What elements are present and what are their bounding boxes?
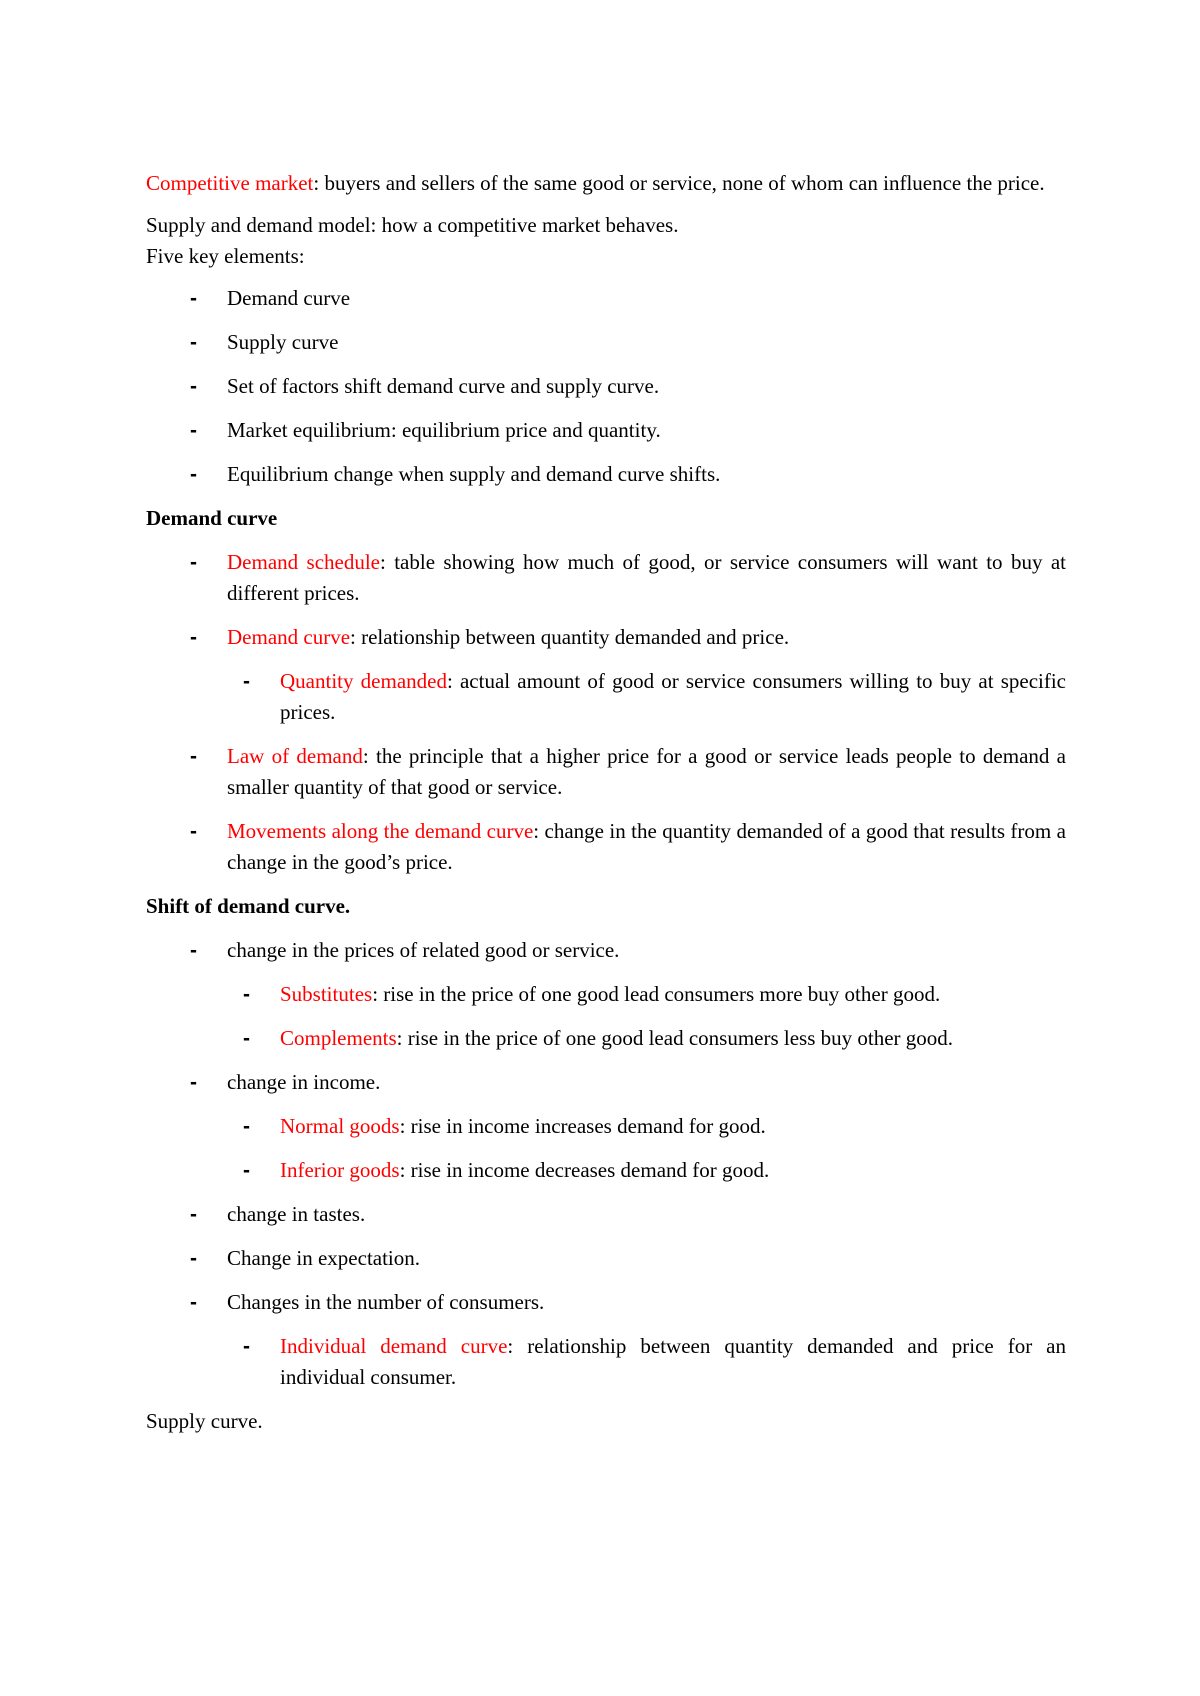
list-item: - change in the prices of related good or service. [146, 935, 1066, 966]
shift-of-demand-list [146, 935, 1066, 1393]
list-item: - Demand curve [146, 283, 1066, 314]
quantity-demanded-term: Quantity demanded [280, 669, 447, 693]
list-item: - Law of demand: the principle that a higher price for a good or service leads people to demand a smaller quantity of that good or service. [146, 741, 1066, 803]
individual-demand-curve-term: Individual demand curve [280, 1334, 508, 1358]
competitive-market-term: Competitive market [146, 171, 314, 195]
dash-bullet: - [190, 1203, 197, 1226]
normal-goods-term: Normal goods [280, 1114, 400, 1138]
dash-bullet: - [190, 939, 197, 962]
supply-demand-model-line: Supply and demand model: how a competitive market behaves. [146, 213, 679, 237]
list-item: - Complements: rise in the price of one good lead consumers less buy other good. [146, 1023, 1066, 1054]
list-item: - Market equilibrium: equilibrium price and quantity. [146, 415, 1066, 446]
dash-bullet: - [190, 1071, 197, 1094]
list-item: - Quantity demanded: actual amount of good or service consumers willing to buy at specific prices. [146, 666, 1066, 728]
dash-bullet: - [190, 331, 197, 354]
competitive-market-paragraph [146, 168, 1066, 199]
list-item: - Set of factors shift demand curve and supply curve. [146, 371, 1066, 402]
movements-along-demand-curve-term: Movements along the demand curve [227, 819, 534, 843]
substitutes-term: Substitutes [280, 982, 373, 1006]
list-item: - Changes in the number of consumers. [146, 1287, 1066, 1318]
list-item: - Inferior goods: rise in income decreases demand for good. [146, 1155, 1066, 1186]
dash-bullet: - [190, 626, 197, 649]
law-of-demand-term: Law of demand [227, 744, 363, 768]
demand-curve-heading: Demand curve [146, 506, 278, 530]
dash-bullet: - [243, 1027, 250, 1050]
dash-bullet: - [243, 1335, 250, 1358]
list-item: - Normal goods: rise in income increases demand for good. [146, 1111, 1066, 1142]
complements-term: Complements [280, 1026, 397, 1050]
dash-bullet: - [190, 375, 197, 398]
dash-bullet: - [243, 1159, 250, 1182]
dash-bullet: - [190, 1247, 197, 1270]
dash-bullet: - [190, 551, 197, 574]
list-item: - Substitutes: rise in the price of one good lead consumers more buy other good. [146, 979, 1066, 1010]
dash-bullet: - [190, 287, 197, 310]
dash-bullet: - [190, 419, 197, 442]
five-key-elements-line: Five key elements: [146, 244, 305, 268]
list-item: - Movements along the demand curve: change in the quantity demanded of a good that results from a change in the good’s price. [146, 816, 1066, 878]
document-body [146, 168, 1066, 1437]
dash-bullet: - [190, 1291, 197, 1314]
list-item: - Demand curve: relationship between quantity demanded and price. [146, 622, 1066, 653]
list-item: - change in income. [146, 1067, 1066, 1098]
shift-of-demand-curve-heading: Shift of demand curve. [146, 894, 351, 918]
demand-schedule-term: Demand schedule [227, 550, 380, 574]
list-item: - Demand schedule: table showing how much of good, or service consumers will want to buy at different prices. [146, 547, 1066, 609]
list-item: - Supply curve [146, 327, 1066, 358]
key-elements-list [146, 283, 1066, 490]
competitive-market-definition: : buyers and sellers of the same good or service, none of whom can influence the price. [313, 171, 1045, 195]
dash-bullet: - [190, 820, 197, 843]
dash-bullet: - [243, 670, 250, 693]
dash-bullet: - [190, 463, 197, 486]
dash-bullet: - [190, 745, 197, 768]
list-item: - Equilibrium change when supply and demand curve shifts. [146, 459, 1066, 490]
dash-bullet: - [243, 983, 250, 1006]
list-item: - Change in expectation. [146, 1243, 1066, 1274]
list-item: - Individual demand curve: relationship between quantity demanded and price for an individual consumer. [146, 1331, 1066, 1393]
dash-bullet: - [243, 1115, 250, 1138]
inferior-goods-term: Inferior goods [280, 1158, 400, 1182]
demand-curve-term: Demand curve [227, 625, 351, 649]
supply-curve-heading: Supply curve. [146, 1409, 263, 1433]
list-item: - change in tastes. [146, 1199, 1066, 1230]
demand-curve-list [146, 547, 1066, 878]
